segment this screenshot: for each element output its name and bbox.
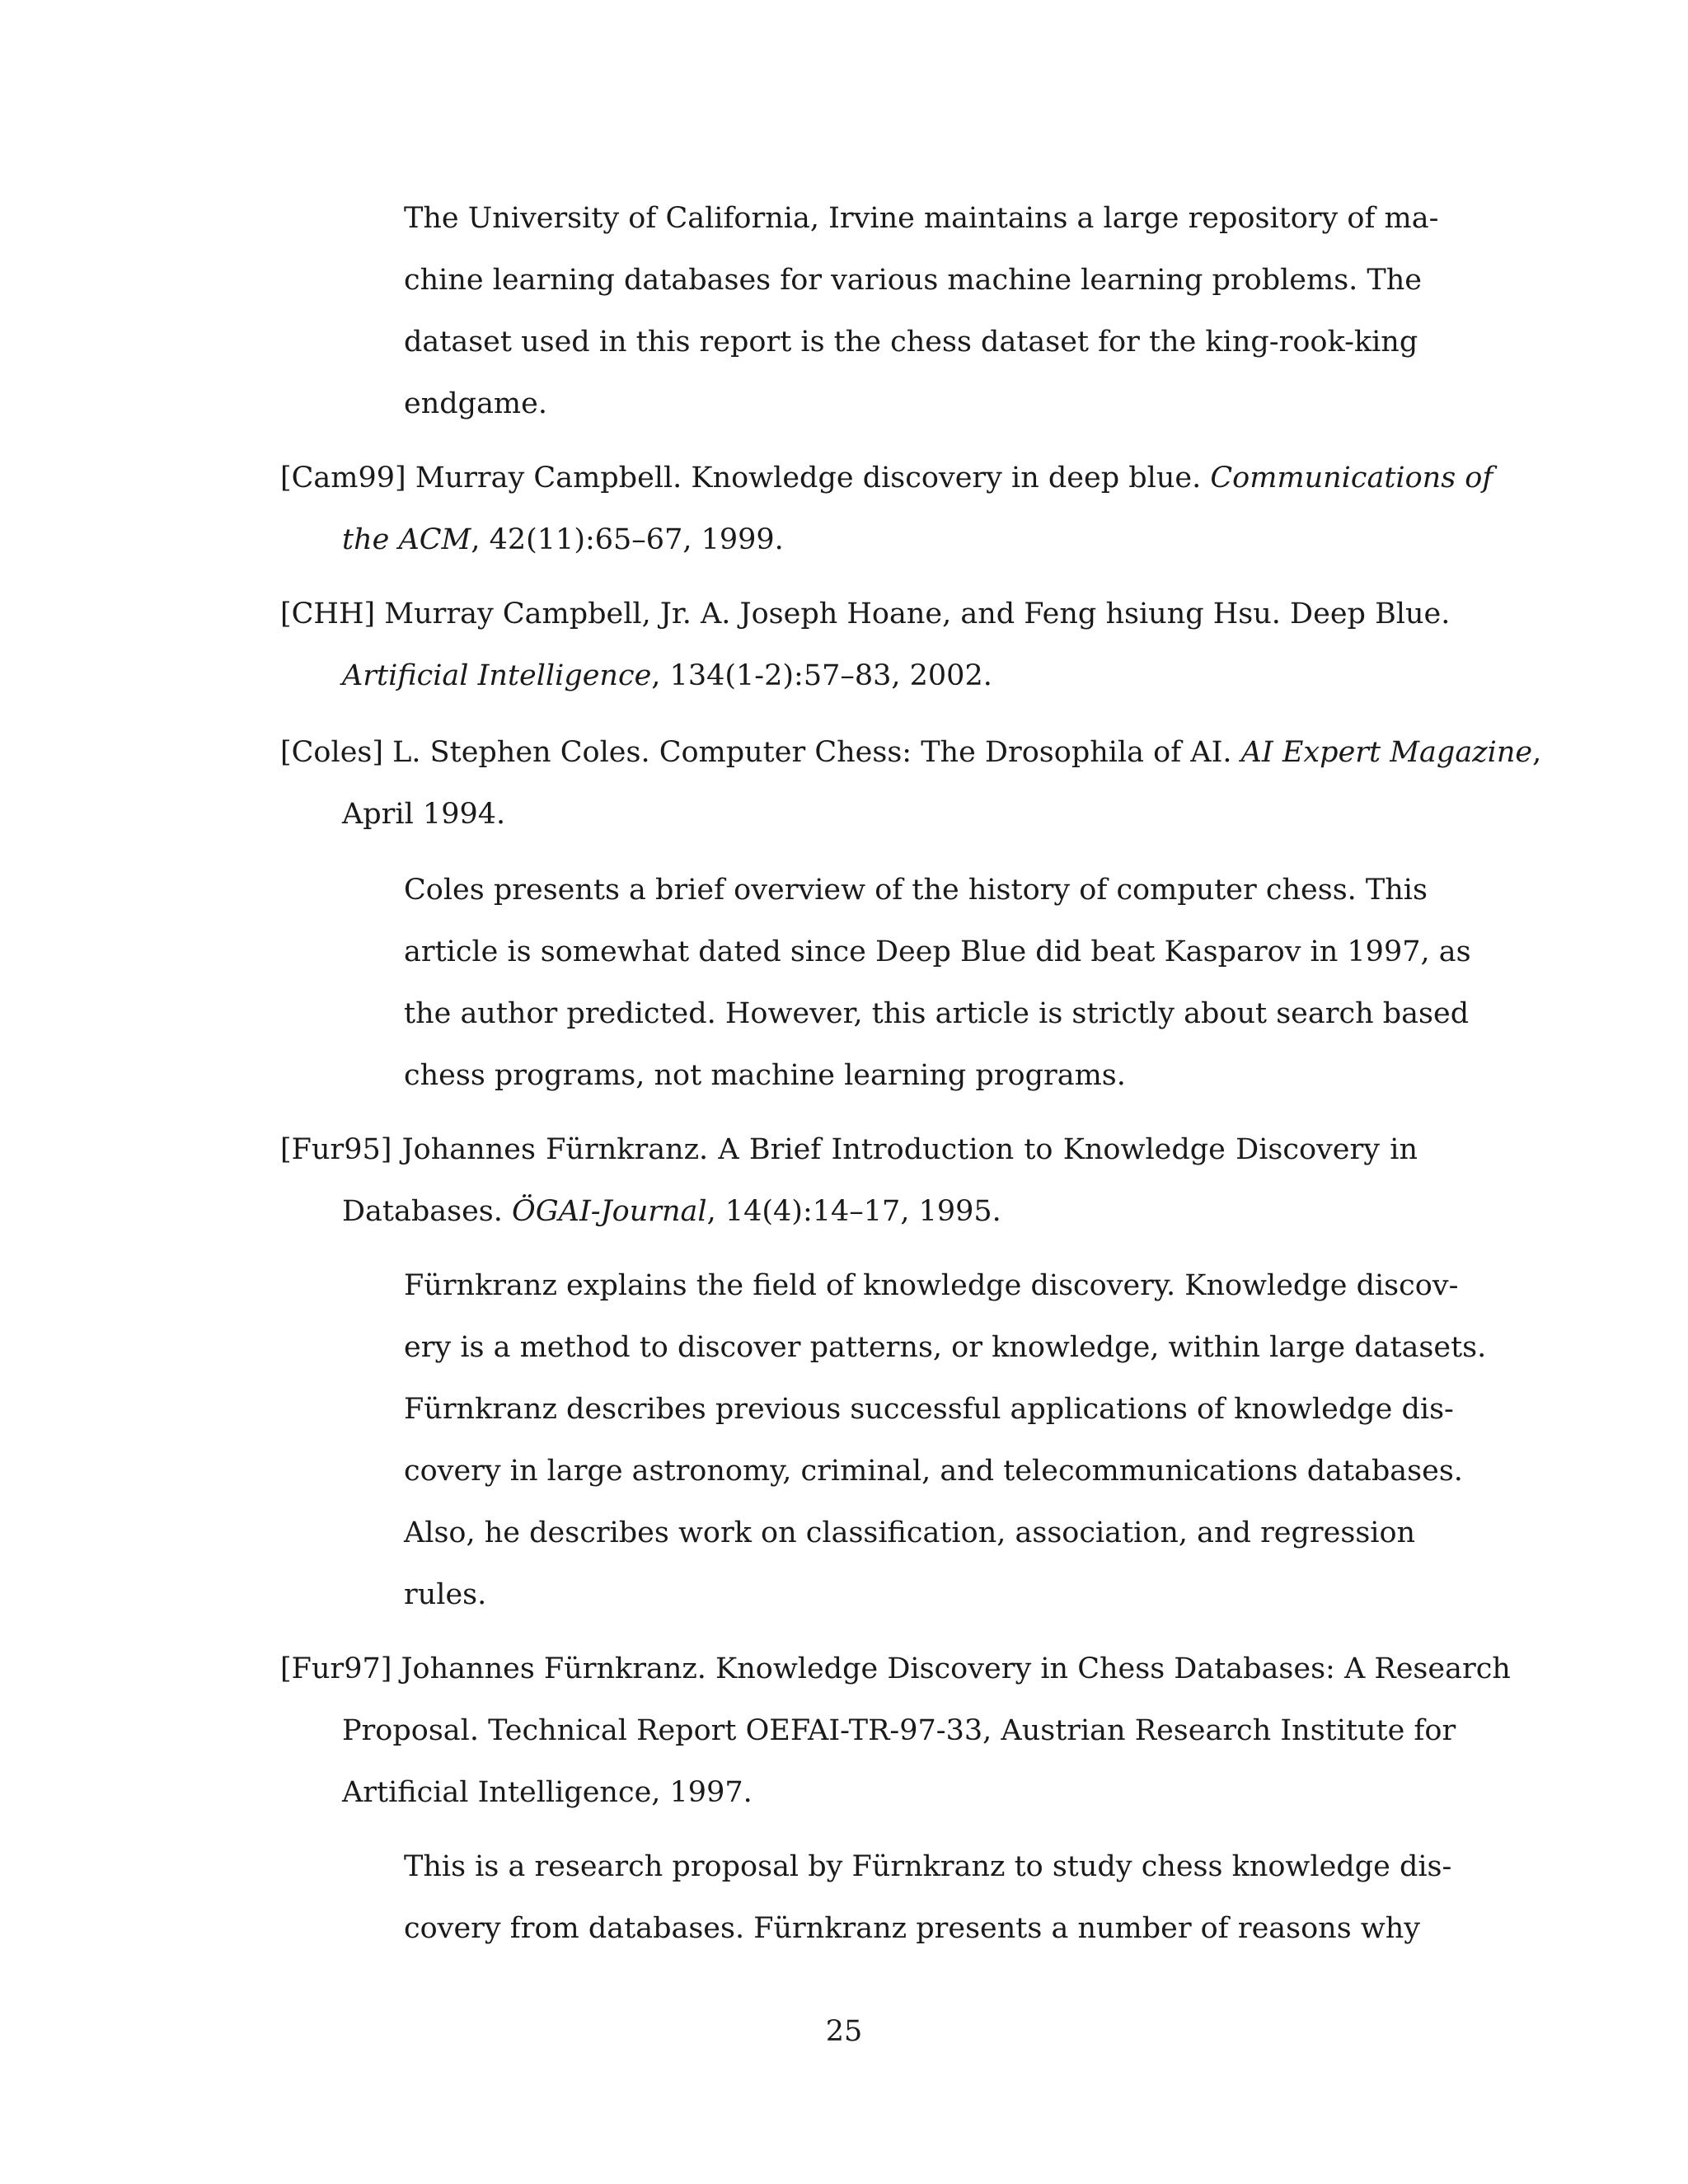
annotation-coles-line-4: chess programs, not machine learning programs. xyxy=(404,1059,1126,1092)
reference-fur95-line-2 xyxy=(342,1191,1418,1232)
reference-fur95-line-1: [Fur95] Johannes Fürnkranz. A Brief Introduction to Knowledge Discovery in xyxy=(280,1133,1418,1166)
annotation-fur97-line-2: covery from databases. Fürnkranz presents a number of reasons why xyxy=(404,1912,1421,1945)
reference-chh-journal: Artificial Intelligence xyxy=(342,659,652,692)
reference-coles-line-2: April 1994. xyxy=(342,798,506,831)
annotation-fur95-line-5: Also, he describes work on classification, association, and regression xyxy=(404,1516,1416,1549)
reference-cam99-line-2 xyxy=(342,519,1418,560)
reference-fur97-line-2: Proposal. Technical Report OEFAI-TR-97-33, Austrian Research Institute for xyxy=(342,1714,1456,1747)
reference-chh-line-1: [CHH] Murray Campbell, Jr. A. Joseph Hoane, and Feng hsiung Hsu. Deep Blue. xyxy=(280,598,1451,630)
reference-coles-journal: AI Expert Magazine xyxy=(1240,736,1533,769)
annotation-fur95-line-1: Fürnkranz explains the field of knowledge discovery. Knowledge discov- xyxy=(404,1269,1459,1302)
page-number: 25 xyxy=(825,2015,863,2048)
annotation-fur95-line-4: covery in large astronomy, criminal, and telecommunications databases. xyxy=(404,1455,1463,1488)
annotation-coles-line-2: article is somewhat dated since Deep Blue did beat Kasparov in 1997, as xyxy=(404,935,1471,968)
reference-coles-comma: , xyxy=(1532,736,1542,769)
reference-cam99-journal: Communications of xyxy=(1210,462,1493,494)
reference-chh-line-2 xyxy=(342,655,1418,696)
annotation-uci-line-4: endgame. xyxy=(404,387,547,420)
reference-fur95-text: Databases. xyxy=(342,1195,513,1228)
reference-fur97-line-3: Artificial Intelligence, 1997. xyxy=(342,1776,753,1809)
annotation-fur95-line-6: rules. xyxy=(404,1578,487,1611)
annotation-fur95-line-3: Fürnkranz describes previous successful applications of knowledge dis- xyxy=(404,1393,1454,1426)
reference-fur97-line-1: [Fur97] Johannes Fürnkranz. Knowledge Discovery in Chess Databases: A Research xyxy=(280,1652,1511,1685)
annotation-fur97-line-1: This is a research proposal by Fürnkranz to study chess knowledge dis- xyxy=(404,1850,1452,1883)
reference-key-cam99: [Cam99] xyxy=(280,462,406,494)
annotation-coles-line-1: Coles presents a brief overview of the history of computer chess. This xyxy=(404,874,1428,907)
reference-cam99-line-1 xyxy=(280,457,1493,499)
reference-chh-details: , 134(1-2):57–83, 2002. xyxy=(651,659,992,692)
reference-fur95-details: , 14(4):14–17, 1995. xyxy=(706,1195,1001,1228)
annotation-coles-line-3: the author predicted. However, this article is strictly about search based xyxy=(404,997,1470,1030)
annotation-fur95-line-2: ery is a method to discover patterns, or knowledge, within large datasets. xyxy=(404,1331,1487,1364)
annotation-uci-line-2: chine learning databases for various machine learning problems. The xyxy=(404,264,1423,297)
reference-cam99-text: Murray Campbell. Knowledge discovery in deep blue. xyxy=(406,462,1211,494)
reference-cam99-details: , 42(11):65–67, 1999. xyxy=(471,523,784,556)
reference-coles-text: [Coles] L. Stephen Coles. Computer Chess: The Drosophila of AI. xyxy=(280,736,1241,769)
annotation-uci-line-3: dataset used in this report is the chess dataset for the king-rook-king xyxy=(404,326,1418,359)
annotation-uci-line-1: The University of California, Irvine maintains a large repository of ma- xyxy=(404,202,1439,235)
reference-fur95-journal: ÖGAI-Journal xyxy=(512,1195,707,1228)
reference-coles-line-1 xyxy=(280,732,1542,773)
reference-cam99-journal-cont: the ACM xyxy=(342,523,471,556)
